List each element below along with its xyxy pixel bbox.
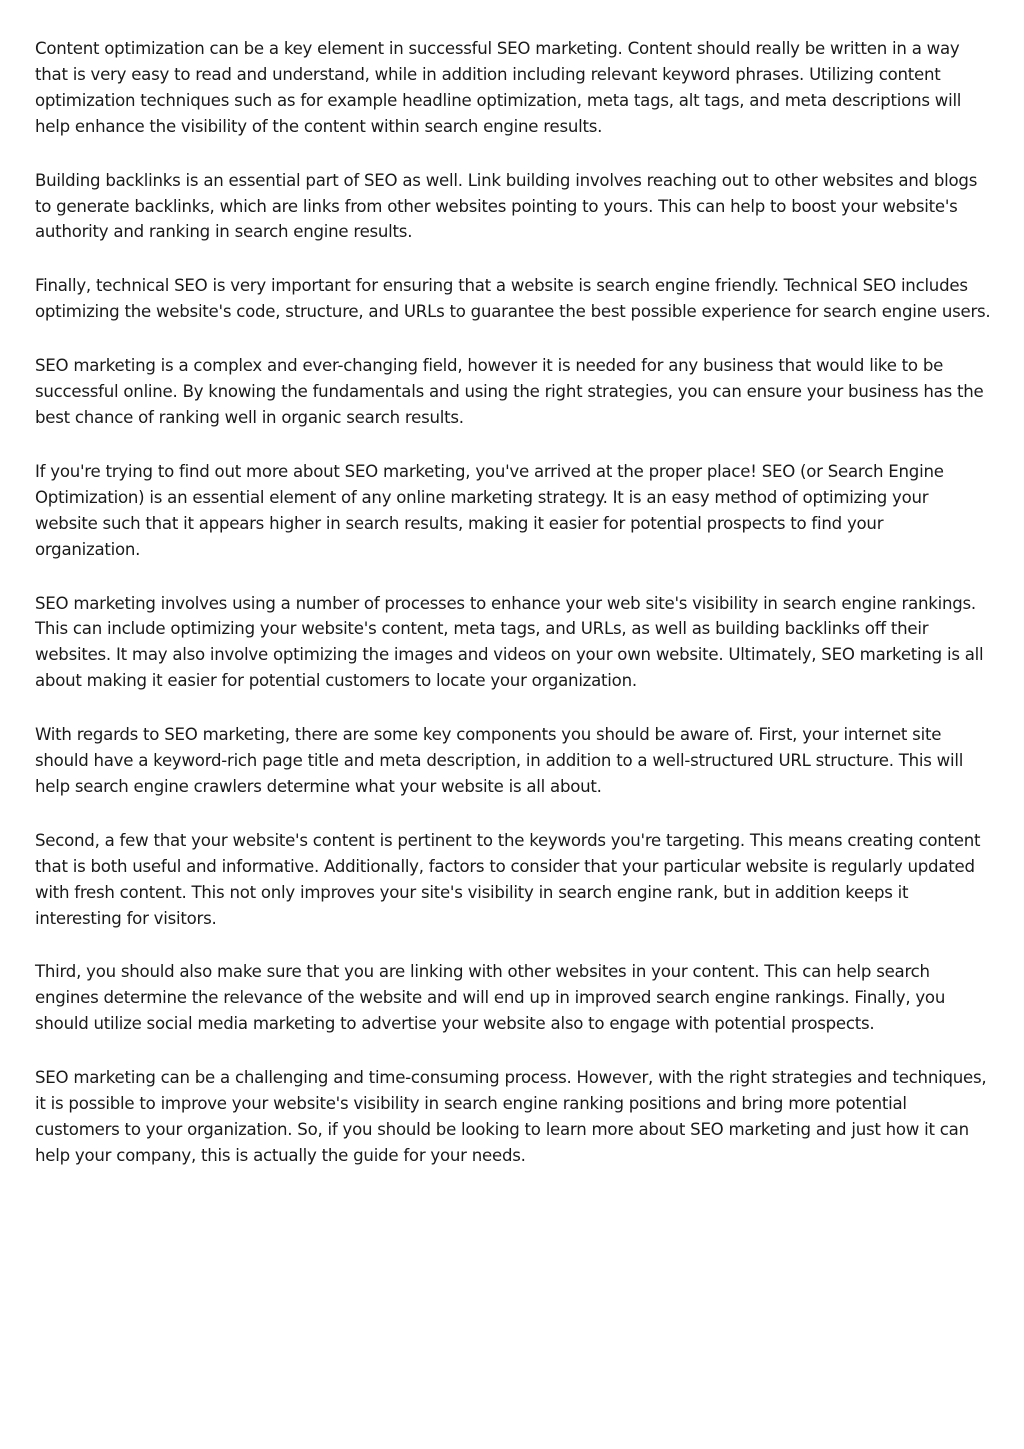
paragraph-seo-complex-field: SEO marketing is a complex and ever-changing field, however it is needed for any business that would like to be successful online. By knowing the fundamentals and using the right strategies, you can ensure your business has the best chance of ranking well in organic search results. [35, 356, 984, 427]
paragraph-seo-processes: SEO marketing involves using a number of processes to enhance your web site's visibility in search engine rankings. This can include optimizing your website's content, meta tags, and URLs, as well as building backlinks off their websites. It may also involve optimizing the images and videos on your own website. Ultimately, SEO marketing is all about making it easier for potential customers to locate your organization. [35, 593, 984, 691]
paragraph-technical-seo: Finally, technical SEO is very important for ensuring that a website is search engine friendly. Technical SEO includes optimizing the website's code, structure, and URLs to guarantee the best possible experience for search engine users. [35, 276, 991, 322]
paragraph-find-out-more: If you're trying to find out more about SEO marketing, you've arrived at the proper place! SEO (or Search Engine Optimization) is an essential element of any online marketing strategy. It is an easy method of optimizing your website such that it appears higher in search results, making it easier for potential prospects to find your organization. [35, 461, 944, 559]
paragraph-content-optimization: Content optimization can be a key element in successful SEO marketing. Content should really be written in a way that is very easy to read and understand, while in addition including relevant keyword phrases. Utilizing content optimization techniques such as for example headline optimization, meta tags, alt tags, and meta descriptions will help enhance the visibility of the content within search engine results. [35, 39, 962, 136]
paragraph-building-backlinks: Building backlinks is an essential part of SEO as well. Link building involves reaching out to other websites and blogs to generate backlinks, which are links from other websites pointing to yours. This can help to boost your website's authority and ranking in search engine results. [35, 170, 978, 242]
paragraph-key-components: With regards to SEO marketing, there are some key components you should be aware of. First, your internet site should have a keyword-rich page title and meta description, in addition to a well-structured URL structure. This will help search engine crawlers determine what your website is all about. [35, 725, 964, 796]
paragraph-relevant-content: Second, a few that your website's content is pertinent to the keywords you're targeting. This means creating content that is both useful and informative. Additionally, factors to consider that your particular website is regularly updated with fresh content. This not only improves your site's visibility in search engine rank, but in addition keeps it interesting for visitors. [35, 830, 981, 928]
document-body [35, 36, 993, 1197]
paragraph-linking-social-media: Third, you should also make sure that you are linking with other websites in your content. This can help search engines determine the relevance of the website and will end up in improved search engine rankings. Finally, you should utilize social media marketing to advertise your website also to engage with potential prospects. [35, 962, 946, 1034]
paragraph-conclusion: SEO marketing can be a challenging and time-consuming process. However, with the right strategies and techniques, it is possible to improve your website's visibility in search engine ranking positions and bring more potential customers to your organization. So, if you should be looking to learn more about SEO marketing and just how it can help your company, this is actually the guide for your needs. [35, 1068, 987, 1165]
